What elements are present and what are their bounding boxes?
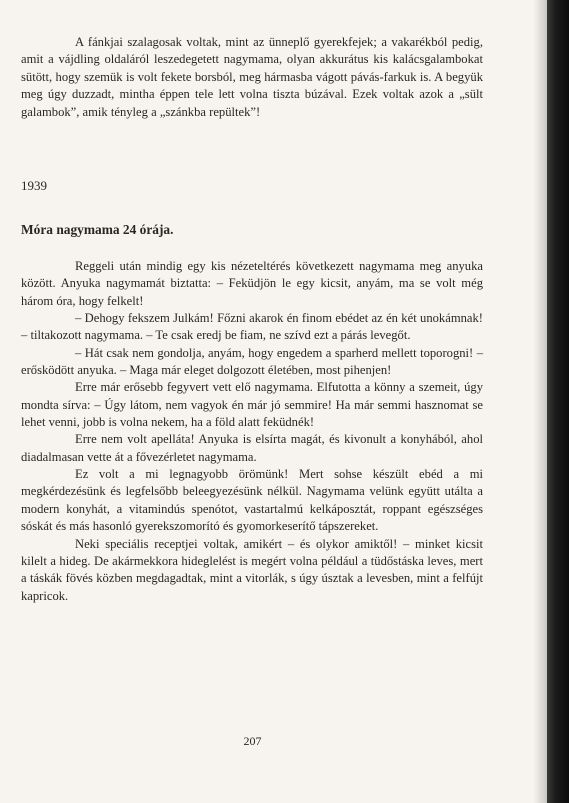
paragraph: Reggeli után mindig egy kis nézeteltérés következett nagymama meg anyuka között. Anyuka nagymamát biztatta: – Feküdjön le egy kicsit, anyám, ma se volt még három óra, hogy felkelt!: [21, 259, 483, 308]
paragraph: – Dehogy fekszem Julkám! Főzni akarok én finom ebédet az én két unokámnak! – tiltakozott nagymama. – Te csak eredj be fiam, ne szívd ezt a párás levegőt.: [21, 311, 483, 343]
body-text: [21, 258, 483, 605]
paragraph: Ez volt a mi legnagyobb örömünk! Mert sohse készült ebéd a mi megkérdezésünk és legfelsőbb beleegyezésünk nélkül. Nagymama velünk együtt utálta a modern konyhát, a vitamindús spenótot, vastartalmú kelkáposztát, roppant egészséges sóskát és más hasonló gyerekszomorító és gyomorkeserítő tápszereket.: [21, 467, 483, 534]
paragraph: – Hát csak nem gondolja, anyám, hogy engedem a sparherd mellett toporogni! – erősködött anyuka. – Maga már eleget dolgozott életében, most pihenjen!: [21, 345, 483, 378]
year-heading: 1939: [21, 178, 47, 193]
paragraph: Neki speciális receptjei voltak, amikért – és olykor amiktől! – minket kicsit kilelt a hideg. De akármekkora hideglelést is megért volna például a tüdőstáska leves, mert a táskák fövés közben megdagadtak, mint a vitorlák, s úgy úsztak a levesben, mint a felfújt kapricok.: [21, 536, 483, 603]
opening-paragraph: A fánkjai szalagosak voltak, mint az ünneplő gyerekfejek; a vakarékból pedig, amit a vájdling oldaláról leszedegetett nagymama, olyan akkurátus kis kalácsgalambokat sütött, hogy szemük is volt fekete borsból, meg hármasba vágott pávás-farkuk is. A begyük meg úgy duzzadt, mintha éppen tele lett volna tiszta búzával. Ezek voltak azok a „sült galambok”, amik tényleg a „szánkba repültek”!: [21, 35, 483, 119]
section-title: Móra nagymama 24 órája.: [21, 222, 174, 237]
book-spine-edge: [547, 0, 569, 803]
page-number: 207: [243, 734, 262, 748]
opening-paragraph-block: [21, 34, 483, 121]
paragraph: Erre már erősebb fegyvert vett elő nagymama. Elfutotta a könny a szemeit, úgy mondta sírva: – Úgy látom, nem vagyok én már jó semmire! Ha már semmi hasznomat se lehet venni, jobb is volna nekem, ha a föld alatt feküdnék!: [21, 380, 483, 430]
paragraph: Erre nem volt apelláta! Anyuka is elsírta magát, és kivonult a konyhából, ahol diadalmasan vette át a fővezérletet nagymama.: [21, 432, 483, 464]
